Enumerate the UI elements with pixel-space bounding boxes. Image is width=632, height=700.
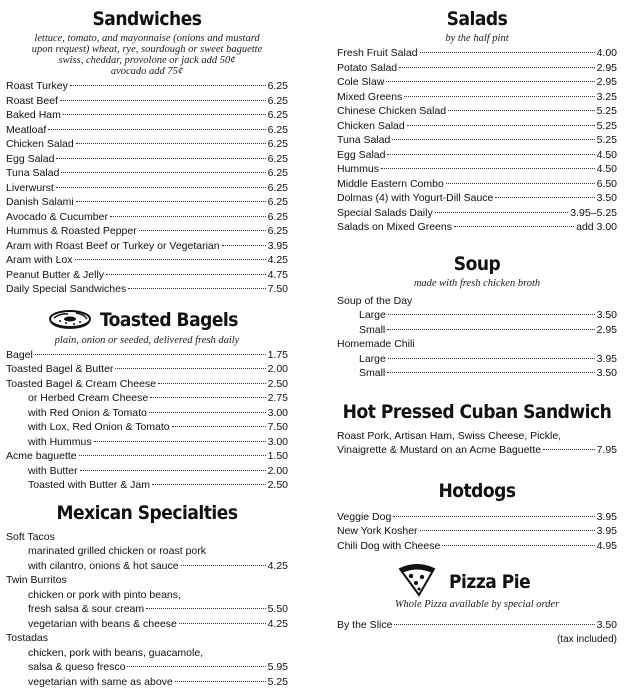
item-name: Danish Salami: [6, 196, 74, 208]
leader-dots: [75, 259, 266, 260]
pizza-description: Whole Pizza available by special order: [394, 599, 560, 610]
item-price: 3.95: [596, 352, 617, 365]
item-name: New York Kosher: [337, 525, 418, 537]
leader-dots: [61, 172, 265, 173]
item-name: salsa & queso fresco: [28, 661, 126, 673]
item-price: 7.50: [267, 421, 288, 433]
soup-of-day-label: Soup of the Day: [337, 294, 413, 307]
desc-line: avocado add 75¢: [110, 66, 184, 77]
item-name: Veggie Dog: [337, 510, 392, 523]
leader-dots: [387, 154, 594, 155]
cuban-details: [337, 429, 617, 458]
leader-dots: [454, 226, 574, 227]
leader-dots: [149, 412, 266, 413]
salads-heading: Salads: [446, 8, 508, 30]
menu-item-row: [6, 362, 288, 377]
leader-dots: [392, 139, 594, 140]
bagel-icon: [46, 307, 94, 331]
item-name: Small: [359, 323, 386, 336]
leader-dots: [110, 216, 266, 217]
leader-dots: [76, 143, 266, 144]
leader-dots: [158, 383, 266, 384]
item-price: 5.25: [596, 119, 617, 132]
leader-dots: [152, 484, 266, 485]
menu-item-row: [6, 152, 288, 167]
soup-list: [337, 294, 617, 381]
leader-dots: [56, 187, 266, 188]
item-price: 4.95: [596, 539, 617, 552]
item-price: 5.50: [267, 603, 288, 615]
item-name: Aram with Lox: [6, 254, 73, 266]
item-name: By the Slice: [337, 619, 393, 631]
item-price: 2.50: [267, 479, 288, 491]
item-name: Roast Beef: [6, 94, 58, 107]
menu-item-row: [6, 79, 288, 94]
menu-item-row: [6, 166, 288, 181]
menu-item-row: [337, 162, 617, 177]
item-name: Hummus: [337, 163, 380, 175]
menu-item-row: [6, 617, 288, 632]
salads-description: by the half pint: [445, 33, 509, 44]
item-price: 3.00: [267, 406, 288, 419]
leader-dots: [175, 681, 266, 682]
menu-item-row: [337, 46, 617, 61]
item-price: 6.25: [267, 80, 288, 92]
menu-item-row: [337, 443, 617, 458]
item-name: Peanut Butter & Jelly: [6, 268, 105, 281]
menu-item-row: [6, 268, 288, 283]
bagels-description: plain, onion or seeded, delivered fresh daily: [54, 334, 240, 346]
leader-dots: [80, 470, 266, 471]
leader-dots: [420, 52, 595, 53]
item-price: 7.95: [596, 444, 617, 456]
item-price: 4.25: [267, 559, 288, 572]
item-price: 6.25: [267, 94, 288, 107]
item-name: Large: [359, 352, 386, 365]
menu-item-row: [337, 524, 617, 539]
desc-line: swiss, cheddar, provolone or jack add 50¢: [58, 55, 236, 66]
leader-dots: [150, 397, 265, 398]
leader-dots: [448, 110, 594, 111]
menu-item-row: [6, 224, 288, 239]
leader-dots: [420, 530, 595, 531]
leader-dots: [63, 114, 266, 115]
item-name: Toasted Bagel & Butter: [6, 363, 114, 375]
menu-item-row: [337, 61, 617, 76]
item-price: 2.95: [596, 323, 617, 336]
item-price: 3.50: [596, 619, 617, 631]
menu-item-row: [6, 559, 288, 574]
menu-item-row: [337, 133, 617, 148]
leader-dots: [388, 314, 595, 315]
menu-item-row: [6, 123, 288, 138]
leader-dots: [179, 623, 266, 624]
item-price: 2.00: [267, 464, 288, 477]
item-name: Acme baguette: [6, 450, 77, 462]
item-price: 6.25: [267, 181, 288, 194]
leader-dots: [399, 67, 594, 68]
menu-item-row: [337, 352, 617, 367]
right-column: [337, 0, 617, 645]
item-name: with Lox, Red Onion & Tomato: [28, 421, 170, 433]
leader-dots: [56, 158, 265, 159]
item-price: 1.75: [267, 348, 288, 361]
menu-item-row: [337, 539, 617, 554]
leader-dots: [79, 455, 266, 456]
menu-item-row: [6, 253, 288, 268]
menu-item-row: [6, 420, 288, 435]
item-name: Large: [359, 309, 386, 321]
item-price: 2.75: [267, 392, 288, 404]
item-name: Special Salads Daily: [337, 206, 433, 219]
menu-item-row: [6, 94, 288, 109]
leader-dots: [222, 245, 266, 246]
pizza-heading: Pizza Pie: [449, 571, 531, 593]
item-price: 6.25: [267, 138, 288, 150]
menu-item-row: [337, 510, 617, 525]
item-name: Mixed Greens: [337, 90, 403, 103]
leader-dots: [388, 358, 595, 359]
leader-dots: [381, 168, 595, 169]
item-name: Vinaigrette & Mustard on an Acme Baguette: [337, 444, 542, 456]
item-price: 6.25: [267, 167, 288, 179]
leader-dots: [48, 129, 265, 130]
bagels-list: [6, 348, 288, 493]
item-price: 5.25: [596, 105, 617, 117]
sandwiches-heading: Sandwiches: [92, 8, 202, 30]
item-price: 6.25: [267, 225, 288, 237]
item-name: Baked Ham: [6, 109, 61, 121]
item-name: Cole Slaw: [337, 76, 385, 88]
item-name: vegetarian with same as above: [28, 675, 173, 688]
menu-item-row: [337, 220, 617, 235]
menu-item-row: [6, 137, 288, 152]
menu-item-row: [6, 602, 288, 617]
menu-item-row: [6, 210, 288, 225]
leader-dots: [387, 329, 594, 330]
cuban-desc: Roast Pork, Artisan Ham, Swiss Cheese, Pickle,: [337, 429, 562, 442]
menu-item-row: [6, 348, 288, 363]
menu-item-row: [6, 391, 288, 406]
item-name: Chinese Chicken Salad: [337, 105, 447, 117]
tax-note: (tax included): [556, 633, 617, 645]
hotdogs-list: [337, 510, 617, 554]
leader-dots: [393, 516, 594, 517]
item-price: 2.00: [267, 363, 288, 375]
pizza-slice-icon: [397, 563, 437, 597]
item-name: Toasted with Butter & Jam: [28, 479, 150, 491]
item-name: Daily Special Sandwiches: [6, 283, 127, 295]
leader-dots: [407, 125, 595, 126]
item-price: 4.00: [596, 47, 617, 59]
bagels-heading: Toasted Bagels: [100, 308, 238, 331]
menu-item-row: [337, 119, 617, 134]
item-name: Liverwurst: [6, 181, 54, 194]
item-price: 4.25: [267, 254, 288, 266]
item-price: 3.95: [596, 525, 617, 537]
item-name: Salads on Mixed Greens: [337, 221, 452, 233]
item-name: vegetarian with beans & cheese: [28, 617, 177, 630]
item-price: 3.95: [596, 510, 617, 523]
item-price: 3.95–5.25: [570, 206, 617, 219]
menu-item-row: [337, 191, 617, 206]
item-name: Middle Eastern Combo: [337, 177, 444, 190]
menu-item-row: [6, 195, 288, 210]
burritos-desc: chicken or pork with pinto beans,: [28, 588, 181, 601]
leader-dots: [139, 230, 266, 231]
tostadas-desc: chicken, pork with beans, guacamole,: [28, 646, 204, 659]
item-price: 5.25: [267, 675, 288, 688]
menu-item-row: [6, 406, 288, 421]
mexican-list: [6, 530, 288, 690]
item-name: Chicken Salad: [6, 138, 74, 150]
leader-dots: [76, 201, 266, 202]
item-name: Fresh Fruit Salad: [337, 47, 418, 59]
item-name: with cilantro, onions & hot sauce: [28, 559, 179, 572]
item-price: 3.50: [596, 367, 617, 379]
item-name: Toasted Bagel & Cream Cheese: [6, 377, 156, 390]
cuban-heading: Hot Pressed Cuban Sandwich: [342, 400, 612, 423]
pizza-header: [337, 563, 617, 597]
item-name: with Hummus: [28, 435, 92, 448]
menu-item-row: [6, 239, 288, 254]
menu-item-row: [337, 90, 617, 105]
item-name: or Herbed Cream Cheese: [28, 392, 149, 404]
item-name: Hummus & Roasted Pepper: [6, 225, 137, 237]
item-price: 6.25: [267, 152, 288, 165]
menu-item-row: [337, 104, 617, 119]
tostadas-label: Tostadas: [6, 632, 49, 644]
item-price: 3.50: [596, 192, 617, 204]
twin-burritos-label: Twin Burritos: [6, 574, 67, 586]
sandwiches-list: [6, 79, 288, 297]
leader-dots: [94, 441, 266, 442]
leader-dots: [146, 608, 265, 609]
sandwiches-description: [6, 33, 288, 77]
leader-dots: [70, 85, 266, 86]
leader-dots: [35, 354, 266, 355]
menu-item-row: [6, 108, 288, 123]
menu-item-row: [6, 435, 288, 450]
item-price: 2.95: [596, 61, 617, 74]
menu-item-row: [6, 478, 288, 493]
item-price: 5.95: [267, 661, 288, 673]
menu-item-row: [337, 308, 617, 323]
menu-item-row: [6, 377, 288, 392]
item-name: Egg Salad: [337, 148, 386, 161]
item-price: 1.50: [267, 450, 288, 462]
item-name: with Butter: [28, 464, 78, 477]
menu-item-row: [337, 148, 617, 163]
left-column: [6, 0, 288, 689]
menu-item-row: [337, 618, 617, 633]
leader-dots: [394, 624, 594, 625]
menu-item-row: [6, 660, 288, 675]
menu-item-row: [337, 323, 617, 338]
leader-dots: [435, 212, 569, 213]
item-name: Chicken Salad: [337, 119, 405, 132]
leader-dots: [495, 197, 594, 198]
menu-item-row: [337, 75, 617, 90]
item-name: Tuna Salad: [6, 167, 60, 179]
item-price: 2.50: [267, 377, 288, 390]
item-price: 3.50: [596, 309, 617, 321]
item-name: Small: [359, 367, 386, 379]
leader-dots: [386, 81, 594, 82]
leader-dots: [128, 288, 265, 289]
item-price: 4.25: [267, 617, 288, 630]
menu-item-row: [6, 282, 288, 297]
item-price: 4.50: [596, 163, 617, 175]
menu-item-row: [6, 181, 288, 196]
desc-line: upon request) wheat, rye, sourdough or sweet baguette: [31, 44, 263, 55]
item-name: Egg Salad: [6, 152, 55, 165]
item-price: 5.25: [596, 134, 617, 146]
item-name: fresh salsa & sour cream: [28, 603, 145, 615]
item-name: Meatloaf: [6, 123, 47, 136]
item-name: Roast Turkey: [6, 80, 68, 92]
leader-dots: [172, 426, 266, 427]
leader-dots: [442, 545, 594, 546]
item-name: Chili Dog with Cheese: [337, 539, 441, 552]
item-price: 3.25: [596, 90, 617, 103]
item-name: Dolmas (4) with Yogurt-Dill Sauce: [337, 192, 494, 204]
menu-item-row: [337, 206, 617, 221]
soup-description: made with fresh chicken broth: [413, 277, 541, 289]
leader-dots: [181, 565, 266, 566]
item-name: Bagel: [6, 348, 33, 361]
menu-item-row: [337, 366, 617, 381]
menu-item-row: [337, 177, 617, 192]
salads-list: [337, 46, 617, 235]
item-name: Aram with Roast Beef or Turkey or Vegetarian: [6, 239, 220, 252]
item-price: 2.95: [596, 76, 617, 88]
item-price: 3.00: [267, 435, 288, 448]
leader-dots: [106, 274, 266, 275]
leader-dots: [543, 449, 594, 450]
item-price: 6.25: [267, 123, 288, 136]
item-price: 6.25: [267, 210, 288, 223]
item-price: 6.50: [596, 177, 617, 190]
item-price: 4.50: [596, 148, 617, 161]
leader-dots: [127, 666, 265, 667]
item-price: 3.95: [267, 239, 288, 252]
item-name: Avocado & Cucumber: [6, 210, 108, 223]
desc-line: lettuce, tomato, and mayonnaise (onions and mustard: [34, 33, 260, 44]
soft-tacos-label: Soft Tacos: [6, 530, 55, 543]
item-price: 6.25: [267, 196, 288, 208]
bagels-header: [6, 307, 288, 333]
item-price: 4.75: [267, 268, 288, 281]
leader-dots: [60, 100, 266, 101]
item-name: with Red Onion & Tomato: [28, 406, 147, 419]
hotdogs-heading: Hotdogs: [438, 479, 516, 502]
leader-dots: [446, 183, 595, 184]
leader-dots: [115, 368, 265, 369]
menu-item-row: [6, 464, 288, 479]
item-name: Tuna Salad: [337, 134, 391, 146]
item-price: 6.25: [267, 109, 288, 121]
chili-label: Homemade Chili: [337, 338, 415, 350]
soup-heading: Soup: [453, 252, 501, 275]
leader-dots: [404, 96, 594, 97]
soft-tacos-desc: marinated grilled chicken or roast pork: [28, 545, 206, 557]
item-price: add 3.00: [576, 221, 617, 233]
item-name: Potato Salad: [337, 61, 398, 74]
menu-item-row: [6, 449, 288, 464]
mexican-heading: Mexican Specialties: [56, 501, 238, 524]
item-price: 7.50: [267, 283, 288, 295]
menu-item-row: [6, 675, 288, 690]
leader-dots: [387, 372, 594, 373]
